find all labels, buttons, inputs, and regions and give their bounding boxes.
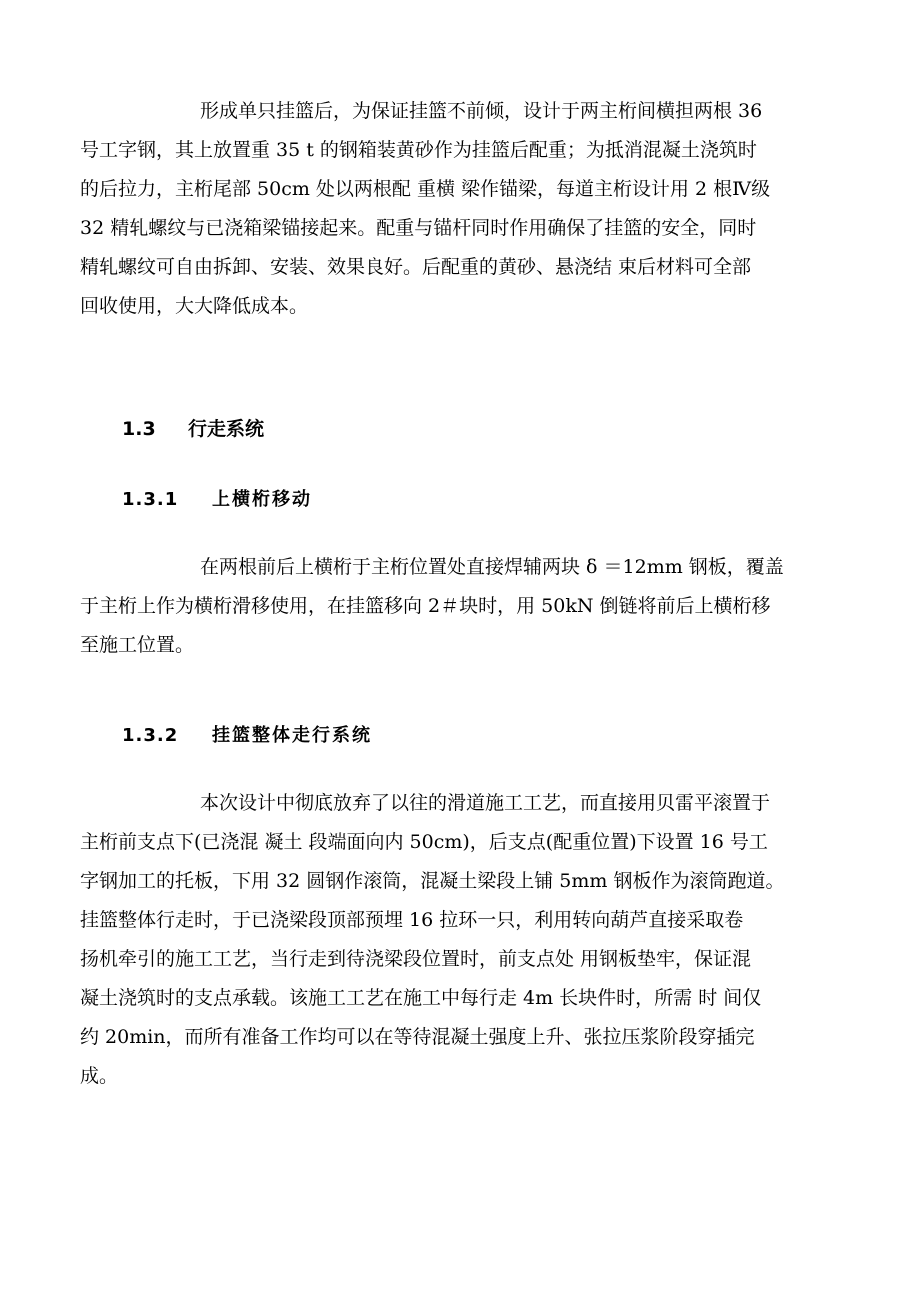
section-heading-1-3 xyxy=(122,414,264,441)
paragraph-line: 本次设计中彻底放弃了以往的滑道施工工艺，而直接用贝雷平滚置于 xyxy=(200,792,771,814)
section-title: 上横桁移动 xyxy=(212,489,312,510)
section-number: 1.3.2 xyxy=(122,725,179,746)
paragraph-upper-truss xyxy=(80,548,852,665)
paragraph-line: 32 精轧螺纹与已浇箱梁锚接起来。配重与锚杆同时作用确保了挂篮的安全，同时 xyxy=(80,217,757,239)
paragraph-line: 至施工位置。 xyxy=(80,634,195,656)
paragraph-line: 回收使用，大大降低成本。 xyxy=(80,295,309,317)
paragraph-line: 的后拉力，主桁尾部 50cm 处以两根配 重横 梁作锚梁，每道主桁设计用 2 根Ⅳ级 xyxy=(80,178,771,200)
paragraph-line: 主桁前支点下(已浇混 凝土 段端面向内 50cm)，后支点(配重位置)下设置 16 号工 xyxy=(80,831,768,853)
section-title: 行走系统 xyxy=(188,418,265,440)
paragraph-traveling-system xyxy=(80,784,852,1096)
section-heading-1-3-1 xyxy=(122,485,312,511)
paragraph-line: 凝土浇筑时的支点承载。该施工工艺在施工中每行走 4m 长块件时，所需 时 间仅 xyxy=(80,987,762,1009)
paragraph-line: 精轧螺纹可自由拆卸、安装、效果良好。后配重的黄砂、悬浇结 束后材料可全部 xyxy=(80,256,752,278)
section-heading-1-3-2 xyxy=(122,721,372,747)
paragraph-line: 在两根前后上横桁于主桁位置处直接焊辅两块 δ ＝12mm 钢板，覆盖 xyxy=(200,556,784,578)
paragraph-line: 号工字钢，其上放置重 35 t 的钢箱装黄砂作为挂篮后配重；为抵消混凝土浇筑时 xyxy=(80,139,757,161)
section-title: 挂篮整体走行系统 xyxy=(212,725,372,746)
paragraph-line: 挂篮整体行走时，于已浇梁段顶部预埋 16 拉环一只，利用转向葫芦直接采取卷 xyxy=(80,909,744,931)
paragraph-line: 于主桁上作为横桁滑移使用，在挂篮移向 2＃块时，用 50kN 倒链将前后上横桁移 xyxy=(80,595,771,617)
paragraph-line: 约 20min，而所有准备工作均可以在等待混凝土强度上升、张拉压浆阶段穿插完 xyxy=(80,1026,755,1048)
section-number: 1.3.1 xyxy=(122,489,179,510)
paragraph-line: 扬机牵引的施工工艺，当行走到待浇梁段位置时，前支点处 用钢板垫牢，保证混 xyxy=(80,948,752,970)
section-number: 1.3 xyxy=(122,418,156,440)
paragraph-counterweight xyxy=(80,92,852,326)
paragraph-line: 成。 xyxy=(80,1065,119,1087)
paragraph-line: 形成单只挂篮后，为保证挂篮不前倾，设计于两主桁间横担两根 36 xyxy=(200,100,763,122)
paragraph-line: 字钢加工的托板，下用 32 圆钢作滚筒，混凝土梁段上铺 5mm 钢板作为滚筒跑道。 xyxy=(80,870,785,892)
